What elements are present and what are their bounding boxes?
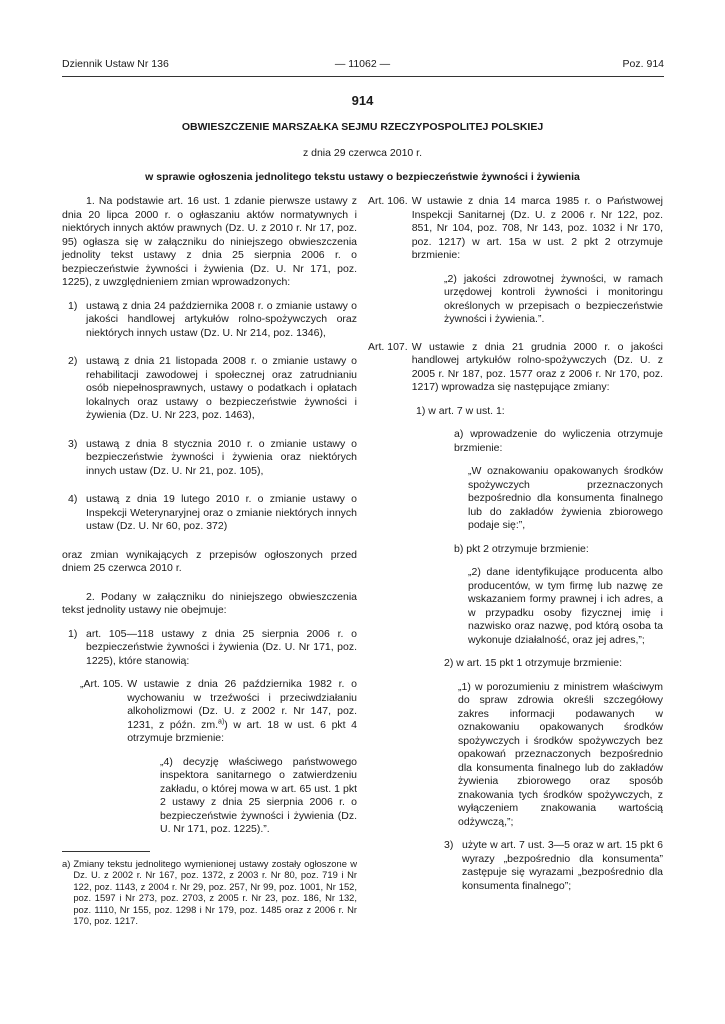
change-1a: a) wprowadzenie do wyliczenia otrzymuje brzmienie: [454, 428, 663, 454]
list-item-text: ustawą z dnia 19 lutego 2010 r. o zmianie ustawy o Inspekcji Weterynaryjnej oraz o zmianie niektórych innych ustaw (Dz. U. Nr 60, poz. 372) [86, 493, 357, 532]
article-105 [80, 678, 357, 746]
act-number: 914 [351, 93, 374, 108]
footnote-text: Zmiany tekstu jednolitego wymienionej ustawy zostały ogłoszone w Dz. U. z 2002 r. Nr 167, poz. 1372, z 2003 r. Nr 80, poz. 719 i Nr 122, poz. 1143, z 2004 r. Nr 29, poz. 257, Nr 99, poz. 1001, Nr 152, poz. 1597 i Nr 273, poz. 2703, z 2005 r. Nr 23, poz. 186, Nr 132, poz. 1110, Nr 155, poz. 1298 i Nr 179, poz. 1485 oraz z 2006 r. Nr 170, poz. 1217. [73, 857, 357, 926]
list-item-label: 3) [444, 839, 454, 851]
list-item [68, 300, 357, 341]
quoted-point-2: „2) jakości zdrowotnej żywności, w ramach urzędowej kontroli żywności i monitoringu określonych w przepisach o bezpieczeństwie żywności i żywienia.”. [444, 272, 663, 325]
position-number: Poz. 914 [622, 58, 664, 70]
act-subtitle: w sprawie ogłoszenia jednolitego tekstu ustawy o bezpieczeństwie żywności i żywienia [145, 171, 580, 183]
quoted-point-2b: „2) dane identyfikujące producenta albo producentów, w tym firmę lub nazwę ze wskazaniem formy prawnej i ich adres, a w przypadku osoby fizycznej imię i nazwisko oraz nazwę, pod którą osoba ta wykonuje działalność, oraz jej adres,”; [468, 566, 663, 646]
change-1: 1) w art. 7 w ust. 1: [416, 404, 505, 417]
article-label: „Art. 105. [80, 678, 124, 690]
list-item-label: 1) [68, 299, 78, 312]
paragraph-3: 2. Podany w załączniku do niniejszego obwieszczenia tekst jednolity ustawy nie obejmuje: [62, 590, 357, 616]
list-item-text: ustawą z dnia 21 listopada 2008 r. o zmianie ustawy o rehabilitacji zawodowej i społecznej oraz zatrudnianiu osób niepełnosprawnych, ustawy o podatkach i opłatach lokalnych oraz ustawy o bezpieczeństwie żywności i żywienia (Dz. U. Nr 223, poz. 1463), [86, 355, 357, 421]
quoted-intro: „W oznakowaniu opakowanych środków spożywczych przeznaczonych bezpośrednio dla konsumenta finalnego lub do zakładów żywienia zbiorowego podaje się:”, [468, 465, 663, 531]
list-item [68, 355, 357, 423]
page-number: — 11062 — [334, 58, 391, 70]
footnote [62, 858, 357, 927]
list-item [68, 438, 357, 479]
journal-title: Dziennik Ustaw Nr 136 [62, 58, 169, 70]
footnote-ref[interactable]: a) [218, 718, 225, 725]
footnote-rule [62, 851, 150, 852]
list-item [68, 628, 357, 669]
list-item-label: 2) [68, 355, 78, 367]
list-item-label: 1) [68, 627, 78, 640]
amendments-list [68, 300, 357, 534]
article-107 [368, 341, 663, 395]
act-title: OBWIESZCZENIE MARSZAŁKA SEJMU RZECZYPOSPOLITEJ POLSKIEJ [181, 121, 544, 133]
quoted-point-1: „1) w porozumieniu z ministrem właściwym do spraw zdrowia określi szczegółowy zakres informacji podawanych w oznakowaniu opakowanych środków spożywczych i środków spożywczych bez opakowań przeznaczonych bezpośrednio dla konsumenta finalnego lub do zakładów żywienia zbiorowego oraz sposób znakowania tych środków spożywczych, z wyłączeniem znakowania wartością odżywczą,”; [458, 680, 663, 828]
change-2: 2) w art. 15 pkt 1 otrzymuje brzmienie: [444, 657, 622, 669]
list-item-text: ustawą z dnia 8 stycznia 2010 r. o zmianie ustawy o bezpieczeństwie żywności i żywienia oraz niektórych innych ustaw (Dz. U. Nr 21, poz. 105), [86, 437, 357, 477]
article-text: W ustawie z dnia 26 października 1982 r. o wychowaniu w trzeźwości i przeciwdziałaniu alkoholizmowi (Dz. U. z 2002 r. Nr 147, poz. 1231, z późn. zm.$^{a)}$) w art. 18 w ust. 6 pkt 4 otrzymuje brzmienie: [127, 678, 357, 744]
list-item-label: 4) [68, 493, 78, 505]
change-3 [444, 839, 663, 893]
article-text: W ustawie z dnia 21 grudnia 2000 r. o jakości handlowej artykułów rolno-spożywczych (Dz. U. z 2005 r. Nr 187, poz. 1577 oraz z 2006 r. Nr 170, poz. 1217) wprowadza się następujące zmiany: [411, 340, 663, 393]
quoted-point-4: „4) decyzję właściwego państwowego inspektora sanitarnego o zatwierdzeniu zakładu, o której mowa w art. 65 ust. 1 pkt 2 ustawy z dnia 25 sierpnia 2006 r. o bezpieczeństwie żywności i żywienia (Dz. U. Nr 171, poz. 1225).”. [160, 755, 357, 835]
change-1b: b) pkt 2 otrzymuje brzmienie: [454, 542, 589, 555]
act-date: z dnia 29 czerwca 2010 r. [302, 147, 423, 159]
paragraph-2: oraz zmian wynikających z przepisów ogłoszonych przed dniem 25 czerwca 2010 r. [62, 548, 357, 574]
list-item [68, 493, 357, 534]
article-106 [368, 195, 663, 263]
list-item-text: ustawą z dnia 24 października 2008 r. o zmianie ustawy o jakości handlowej artykułów rolno-spożywczych oraz niektórych innych ustaw (Dz. U. Nr 214, poz. 1346), [86, 299, 357, 339]
header-rule [62, 76, 664, 77]
list-item-text: użyte w art. 7 ust. 3—5 oraz w art. 15 pkt 6 wyrazy „bezpośrednio dla konsumenta” zastępuje się wyrazami „bezpośrednio dla konsumenta finalnego”; [462, 839, 663, 892]
list-item-text: art. 105—118 ustawy z dnia 25 sierpnia 2006 r. o bezpieczeństwie żywności i żywienia (Dz. U. Nr 171, poz. 1225), które stanowią: [86, 627, 357, 667]
footnote-label: a) [62, 857, 71, 869]
article-label: Art. 106. [368, 195, 408, 207]
article-text: W ustawie z dnia 14 marca 1985 r. o Państwowej Inspekcji Sanitarnej (Dz. U. z 2006 r. Nr 122, poz. 851, Nr 104, poz. 708, Nr 143, poz. 1032 i Nr 170, poz. 1217) w art. 15a w ust. 2 pkt 2 otrzymuje brzmienie: [411, 195, 663, 261]
paragraph-1: 1. Na podstawie art. 16 ust. 1 zdanie pierwsze ustawy z dnia 20 lipca 2000 r. o ogłaszaniu aktów normatywnych i niektórych innych aktów prawnych (Dz. U. z 2010 r. Nr 17, poz. 95) ogłasza się w załączniku do niniejszego obwieszczenia jednolity tekst ustawy z dnia 25 sierpnia 2006 r. o bezpieczeństwie żywności i żywienia (Dz. U. Nr 171, poz. 1225), z uwzględnieniem zmian wprowadzonych: [62, 195, 357, 288]
right-column [368, 195, 663, 893]
list-item-label: 3) [68, 437, 78, 450]
left-column [62, 195, 357, 927]
article-label: Art. 107. [368, 340, 408, 353]
